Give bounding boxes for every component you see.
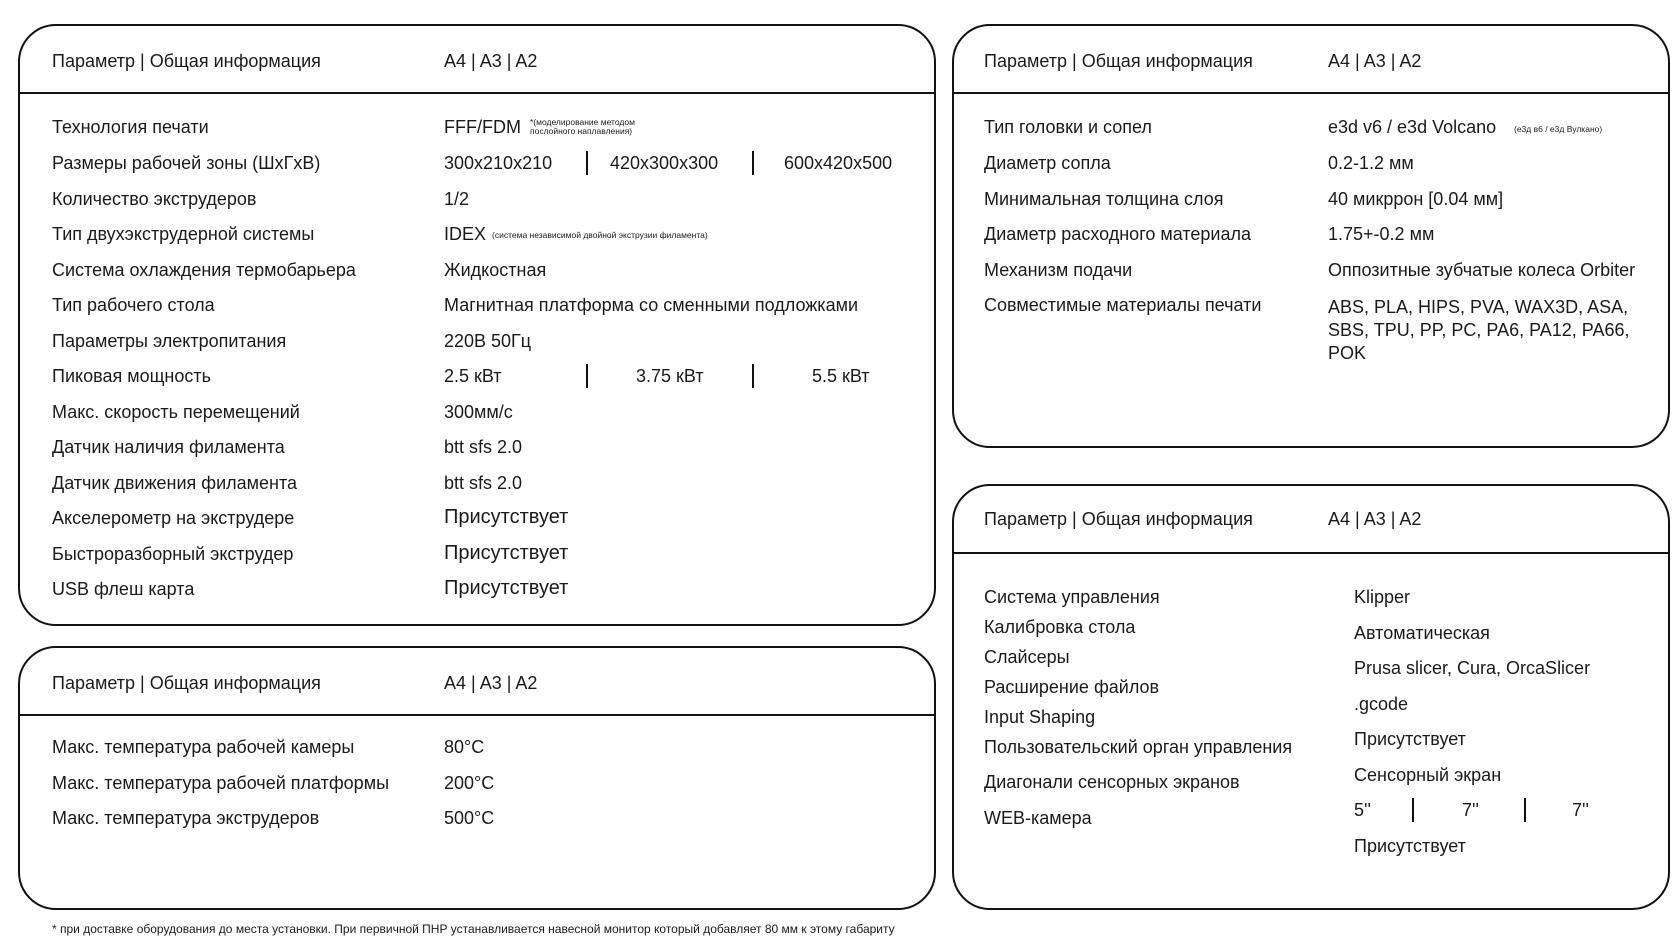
row-label: Механизм подачи	[984, 260, 1133, 280]
footnote: * при доставке оборудования до места установки. При первичной ПНР устанавливается навесной монитор который добавляет 80 мм к этому габариту	[52, 922, 895, 936]
row-label: Макс. температура экструдеров	[52, 808, 320, 828]
row-label: Слайсеры	[984, 647, 1070, 667]
row-label: Система охлаждения термобарьера	[52, 260, 356, 280]
column-divider	[752, 151, 754, 175]
row-label: Калибровка стола	[984, 617, 1136, 637]
row-label: Параметры электропитания	[52, 331, 287, 351]
header-formats: A4 | A3 | A2	[444, 673, 538, 693]
row-label: Технология печати	[52, 117, 209, 137]
row-value: 300мм/с	[444, 402, 513, 422]
row-value: 1/2	[444, 189, 470, 209]
row-note: *(моделирование методом послойного наплавления)	[530, 117, 635, 136]
row-label: Быстроразборный экструдер	[52, 544, 294, 564]
row-value: 0.2-1.2 мм	[1328, 153, 1414, 173]
row-note: (е3д в6 / е3д Вулкано)	[1514, 124, 1603, 134]
row-label: Количество экструдеров	[52, 189, 257, 209]
row-label: Датчик наличия филамента	[52, 437, 285, 457]
row-value: 500°C	[444, 808, 495, 828]
header-param: Параметр | Общая информация	[984, 509, 1253, 529]
card-header	[954, 26, 1668, 94]
row-label: Макс. температура рабочей камеры	[52, 737, 355, 757]
row-value: e3d v6 / e3d Volcano	[1328, 117, 1497, 137]
row-label: Диаметр расходного материала	[984, 224, 1252, 244]
row-value: Klipper	[1354, 587, 1411, 607]
row-value: Присутствует	[444, 542, 569, 564]
row-value: .gcode	[1354, 694, 1409, 714]
row-label: Расширение файлов	[984, 677, 1160, 697]
row-value: 420x300x300	[610, 153, 719, 173]
row-value: btt sfs 2.0	[444, 473, 523, 493]
row-label: Макс. скорость перемещений	[52, 402, 300, 422]
card-header	[20, 648, 934, 716]
row-label: Диагонали сенсорных экранов	[984, 772, 1240, 792]
header-param: Параметр | Общая информация	[52, 673, 321, 693]
row-label: USB флеш карта	[52, 579, 195, 599]
row-value: Оппозитные зубчатые колеса Orbiter	[1328, 260, 1636, 280]
header-formats: A4 | A3 | A2	[444, 51, 538, 71]
column-divider	[1524, 798, 1526, 822]
row-label: Input Shaping	[984, 707, 1096, 727]
header-formats: A4 | A3 | A2	[1328, 509, 1422, 529]
row-label: Пользовательский орган управления	[984, 737, 1293, 757]
row-label: Диаметр сопла	[984, 153, 1111, 173]
control-card	[952, 484, 1670, 910]
row-label: Совместимые материалы печати	[984, 295, 1262, 315]
row-label: Датчик движения филамента	[52, 473, 298, 493]
row-label: Акселерометр на экструдере	[52, 508, 295, 528]
row-value: Присутствует	[444, 577, 569, 599]
row-value: POK	[1328, 343, 1367, 363]
row-value: 600x420x500	[784, 153, 893, 173]
column-divider	[586, 364, 588, 388]
row-value: ABS, PLA, HIPS, PVA, WAX3D, ASA,	[1328, 297, 1629, 317]
row-value: 220В 50Гц	[444, 331, 532, 351]
row-value: SBS, TPU, PP, PC, PA6, PA12, PA66,	[1328, 320, 1630, 340]
row-value: 5.5 кВт	[812, 366, 870, 386]
row-value: Присутствует	[444, 506, 569, 528]
row-label: Тип рабочего стола	[52, 295, 215, 315]
temperature-card	[18, 646, 936, 910]
row-value: Prusa slicer, Cura, OrcaSlicer	[1354, 658, 1591, 678]
row-value: 1.75+-0.2 мм	[1328, 224, 1435, 244]
row-label: Система управления	[984, 587, 1160, 607]
row-value: Сенсорный экран	[1354, 765, 1502, 785]
row-value: 7''	[1572, 800, 1589, 820]
row-label: Пиковая мощность	[52, 366, 211, 386]
row-value: 300x210x210	[444, 153, 553, 173]
row-value: 3.75 кВт	[636, 366, 704, 386]
row-value: Присутствует	[1354, 729, 1466, 749]
row-value: Автоматическая	[1354, 623, 1490, 643]
row-value: FFF/FDM	[444, 117, 521, 137]
row-value: 7''	[1462, 800, 1479, 820]
column-divider	[1412, 798, 1414, 822]
row-value: 200°C	[444, 773, 495, 793]
row-label: Тип двухэкструдерной системы	[52, 224, 315, 244]
row-value: btt sfs 2.0	[444, 437, 523, 457]
row-value: Магнитная платформа со сменными подложками	[444, 295, 859, 315]
row-note: (система независимой двойной экструзии филамента)	[492, 230, 708, 240]
header-param: Параметр | Общая информация	[984, 51, 1253, 71]
row-label: Размеры рабочей зоны (ШхГхВ)	[52, 153, 321, 173]
header-param: Параметр | Общая информация	[52, 51, 321, 71]
row-value: 2.5 кВт	[444, 366, 502, 386]
column-divider	[752, 364, 754, 388]
card-header	[954, 486, 1668, 554]
row-label: Минимальная толщина слоя	[984, 189, 1224, 209]
extruder-card	[952, 24, 1670, 448]
row-label: Макс. температура рабочей платформы	[52, 773, 390, 793]
row-label: Тип головки и сопел	[984, 117, 1152, 137]
column-divider	[586, 151, 588, 175]
header-formats: A4 | A3 | A2	[1328, 51, 1422, 71]
row-value: Жидкостная	[444, 260, 547, 280]
row-label: WEB-камера	[984, 808, 1092, 828]
main-spec-card	[18, 24, 936, 626]
row-value: Присутствует	[1354, 836, 1466, 856]
row-value: 40 микррон [0.04 мм]	[1328, 189, 1504, 209]
card-header	[20, 26, 934, 94]
row-value: 80°C	[444, 737, 485, 757]
row-value: IDEX	[444, 224, 487, 244]
row-value: 5''	[1354, 800, 1371, 820]
